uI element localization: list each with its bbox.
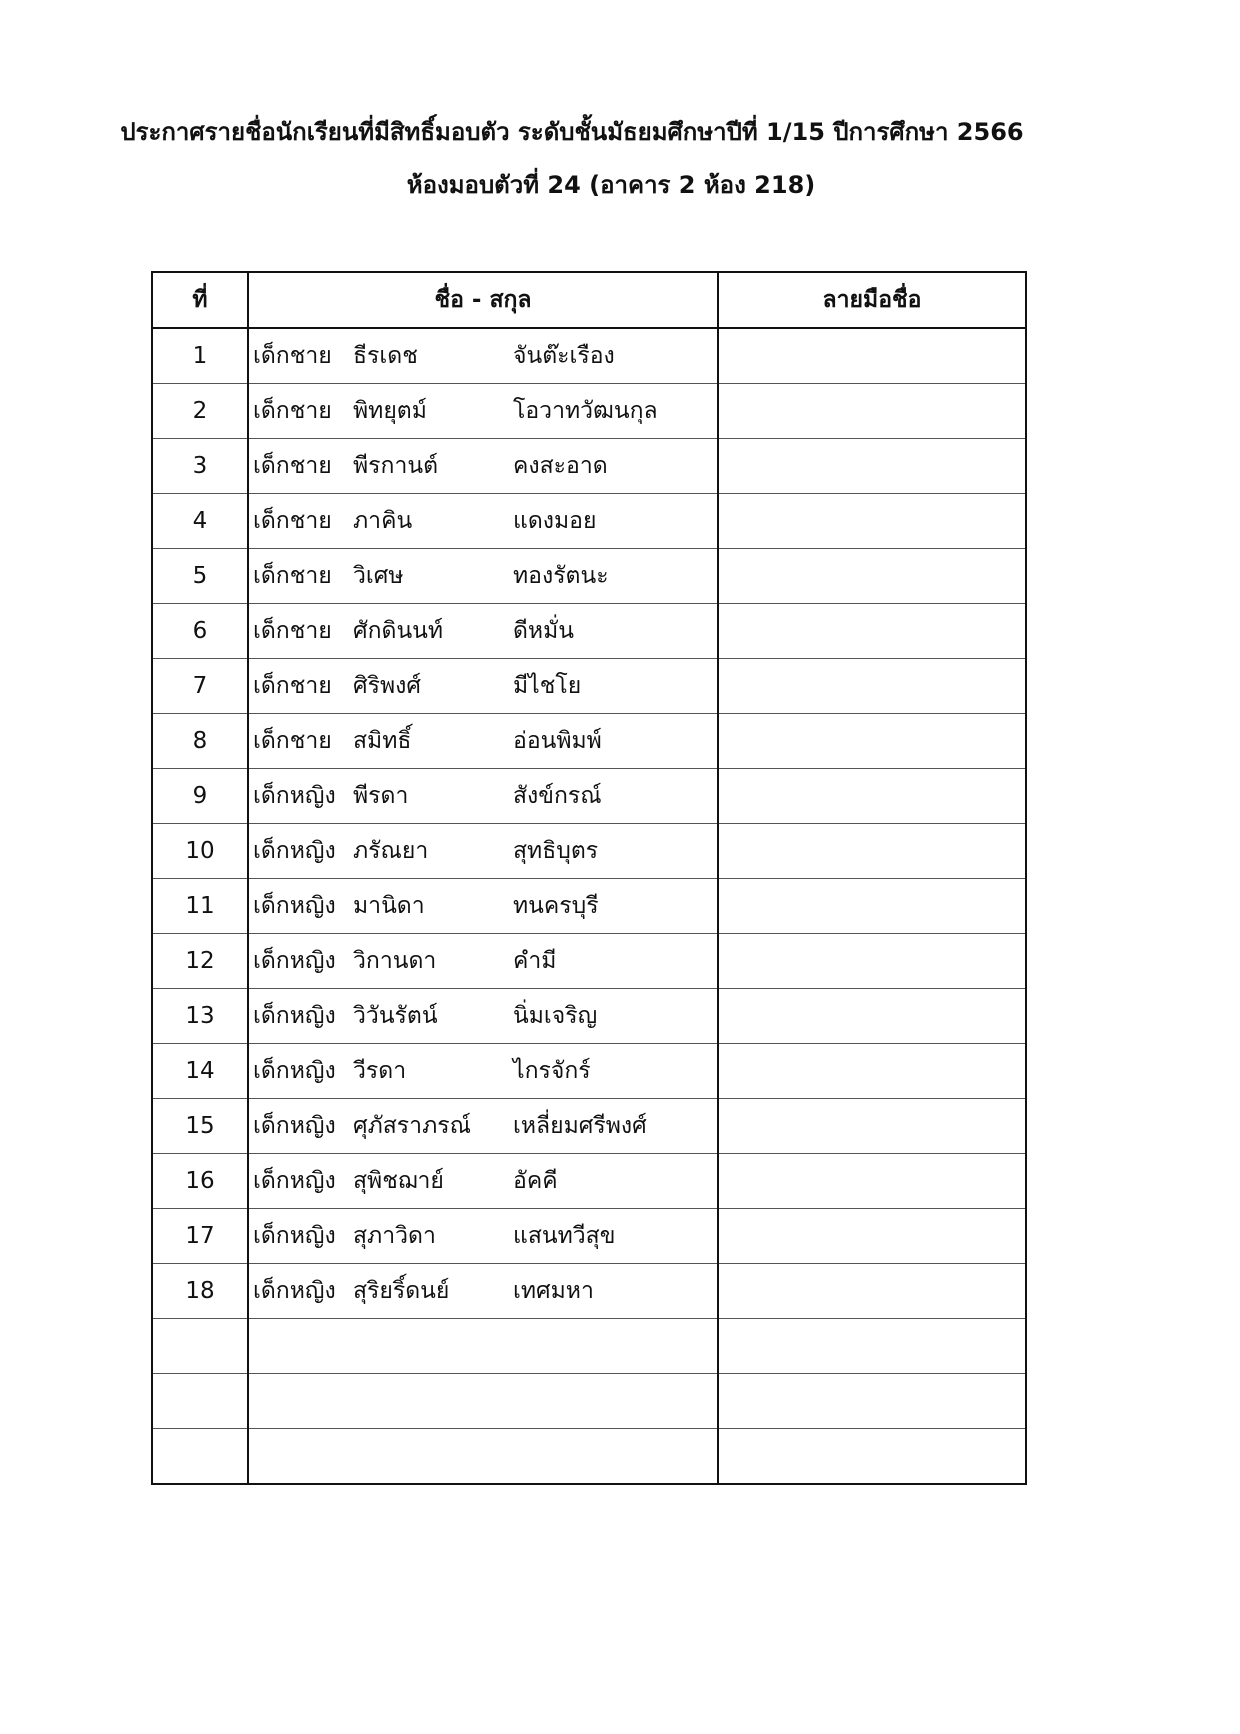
name-prefix: เด็กชาย (253, 618, 332, 644)
table-body (152, 328, 1026, 1484)
row-number: 2 (152, 384, 248, 439)
student-name (249, 1319, 717, 1373)
student-name (249, 1099, 717, 1153)
row-number: 7 (152, 659, 248, 714)
name-prefix: เด็กชาย (253, 673, 332, 699)
student-name (249, 439, 717, 493)
first-name: ธีรเดช (353, 343, 418, 369)
student-name-cell (248, 714, 718, 769)
signature-cell (718, 934, 1026, 989)
signature-cell (718, 879, 1026, 934)
student-name (249, 1374, 717, 1428)
student-name (249, 989, 717, 1043)
table-row (152, 1374, 1026, 1429)
student-name (249, 824, 717, 878)
student-name (249, 1209, 717, 1263)
row-number: 9 (152, 769, 248, 824)
signature-cell (718, 439, 1026, 494)
first-name: สุริยริ์ดนย์ (353, 1278, 450, 1304)
first-name: ศุภัสราภรณ์ (353, 1113, 471, 1139)
last-name: สุทธิบุตร (513, 838, 599, 864)
student-name-cell (248, 879, 718, 934)
first-name: วิวันรัตน์ (353, 1003, 438, 1029)
document-title: ประกาศรายชื่อนักเรียนที่มีสิทธิ์มอบตัว ระดับชั้นมัธยมศึกษาปีที่ 1/15 ปีการศึกษา 2566 (120, 118, 1024, 146)
student-name-cell (248, 824, 718, 879)
last-name: ทนครบุรี (513, 893, 599, 919)
student-name-cell (248, 1429, 718, 1485)
column-header-number: ที่ (152, 272, 248, 328)
last-name: คำมี (513, 948, 557, 974)
student-roster-table (151, 271, 1027, 1485)
name-prefix: เด็กหญิง (253, 1223, 336, 1249)
column-header-name: ชื่อ - สกุล (248, 272, 718, 328)
table-row (152, 824, 1026, 879)
name-prefix: เด็กหญิง (253, 948, 336, 974)
student-name (249, 769, 717, 823)
signature-cell (718, 769, 1026, 824)
row-number (152, 1374, 248, 1429)
signature-cell (718, 1319, 1026, 1374)
student-name (249, 384, 717, 438)
last-name: ทองรัตนะ (513, 563, 609, 589)
student-name-cell (248, 1209, 718, 1264)
name-prefix: เด็กหญิง (253, 893, 336, 919)
signature-cell (718, 384, 1026, 439)
signature-cell (718, 494, 1026, 549)
table-row (152, 659, 1026, 714)
student-name (249, 329, 717, 383)
first-name: พิทยุตม์ (353, 398, 427, 424)
last-name: ไกรจักร์ (513, 1058, 591, 1084)
row-number: 11 (152, 879, 248, 934)
last-name: อัคคี (513, 1168, 558, 1194)
table-row (152, 1319, 1026, 1374)
student-name-cell (248, 604, 718, 659)
student-name (249, 494, 717, 548)
student-name-cell (248, 1374, 718, 1429)
name-prefix: เด็กหญิง (253, 838, 336, 864)
student-name (249, 604, 717, 658)
signature-cell (718, 549, 1026, 604)
row-number (152, 1429, 248, 1485)
first-name: ศิริพงศ์ (353, 673, 421, 699)
signature-cell (718, 1099, 1026, 1154)
name-prefix: เด็กหญิง (253, 1058, 336, 1084)
signature-cell (718, 328, 1026, 384)
student-name-cell (248, 384, 718, 439)
last-name: สังข์กรณ์ (513, 783, 602, 809)
name-prefix: เด็กชาย (253, 453, 332, 479)
student-name-cell (248, 1264, 718, 1319)
table-row (152, 1209, 1026, 1264)
table-row (152, 714, 1026, 769)
table-row (152, 879, 1026, 934)
student-name-cell (248, 328, 718, 384)
student-name (249, 1264, 717, 1318)
row-number: 6 (152, 604, 248, 659)
first-name: ภาคิน (353, 508, 413, 534)
last-name: อ่อนพิมพ์ (513, 728, 602, 754)
name-prefix: เด็กหญิง (253, 1278, 336, 1304)
student-name (249, 1154, 717, 1208)
column-header-signature: ลายมือชื่อ (718, 272, 1026, 328)
last-name: แสนทวีสุข (513, 1223, 616, 1249)
signature-cell (718, 989, 1026, 1044)
student-name-cell (248, 1044, 718, 1099)
table-row (152, 1044, 1026, 1099)
signature-cell (718, 824, 1026, 879)
name-prefix: เด็กหญิง (253, 1003, 336, 1029)
first-name: มานิดา (353, 893, 425, 919)
signature-cell (718, 1154, 1026, 1209)
student-name (249, 934, 717, 988)
student-name-cell (248, 494, 718, 549)
first-name: สมิทธิ์ (353, 728, 412, 754)
row-number (152, 1319, 248, 1374)
row-number: 13 (152, 989, 248, 1044)
student-name (249, 1429, 717, 1483)
student-name-cell (248, 934, 718, 989)
document-subtitle: ห้องมอบตัวที่ 24 (อาคาร 2 ห้อง 218) (406, 171, 816, 199)
last-name: ดีหมั่น (513, 618, 574, 644)
table-row (152, 384, 1026, 439)
table-row (152, 604, 1026, 659)
signature-cell (718, 1264, 1026, 1319)
signature-cell (718, 604, 1026, 659)
row-number: 10 (152, 824, 248, 879)
table-row (152, 989, 1026, 1044)
first-name: พีรดา (353, 783, 409, 809)
first-name: วีรดา (353, 1058, 407, 1084)
last-name: มีไชโย (513, 673, 582, 699)
signature-cell (718, 1044, 1026, 1099)
row-number: 1 (152, 328, 248, 384)
table-row (152, 494, 1026, 549)
last-name: นิ่มเจริญ (513, 1003, 598, 1029)
table-row (152, 1429, 1026, 1485)
first-name: วิกานดา (353, 948, 437, 974)
student-name-cell (248, 769, 718, 824)
table-row (152, 328, 1026, 384)
name-prefix: เด็กหญิง (253, 1168, 336, 1194)
row-number: 15 (152, 1099, 248, 1154)
first-name: สุภาวิดา (353, 1223, 436, 1249)
student-name-cell (248, 659, 718, 714)
first-name: พีรกานต์ (353, 453, 439, 479)
name-prefix: เด็กชาย (253, 508, 332, 534)
student-name-cell (248, 989, 718, 1044)
table-row (152, 1264, 1026, 1319)
table-header-row (152, 272, 1026, 328)
table-row (152, 439, 1026, 494)
signature-cell (718, 714, 1026, 769)
last-name: จันต๊ะเรือง (513, 343, 615, 369)
student-name (249, 659, 717, 713)
row-number: 12 (152, 934, 248, 989)
student-name (249, 549, 717, 603)
student-name-cell (248, 1319, 718, 1374)
student-name (249, 714, 717, 768)
row-number: 4 (152, 494, 248, 549)
row-number: 8 (152, 714, 248, 769)
row-number: 5 (152, 549, 248, 604)
first-name: ภรัณยา (353, 838, 429, 864)
last-name: เหลี่ยมศรีพงศ์ (513, 1113, 647, 1139)
last-name: โอวาทวัฒนกุล (513, 398, 658, 424)
first-name: ศักดินนท์ (353, 618, 444, 644)
name-prefix: เด็กชาย (253, 343, 332, 369)
student-name-cell (248, 1099, 718, 1154)
table-row (152, 769, 1026, 824)
name-prefix: เด็กชาย (253, 728, 332, 754)
signature-cell (718, 659, 1026, 714)
student-name (249, 1044, 717, 1098)
table-row (152, 934, 1026, 989)
table-row (152, 549, 1026, 604)
first-name: วิเศษ (353, 563, 404, 589)
table-row (152, 1154, 1026, 1209)
name-prefix: เด็กหญิง (253, 1113, 336, 1139)
signature-cell (718, 1429, 1026, 1485)
row-number: 3 (152, 439, 248, 494)
row-number: 17 (152, 1209, 248, 1264)
signature-cell (718, 1209, 1026, 1264)
name-prefix: เด็กชาย (253, 563, 332, 589)
row-number: 16 (152, 1154, 248, 1209)
student-name-cell (248, 1154, 718, 1209)
table-row (152, 1099, 1026, 1154)
name-prefix: เด็กชาย (253, 398, 332, 424)
first-name: สุพิชฌาย์ (353, 1168, 444, 1194)
signature-cell (718, 1374, 1026, 1429)
student-name-cell (248, 549, 718, 604)
last-name: เทศมหา (513, 1278, 594, 1304)
row-number: 14 (152, 1044, 248, 1099)
name-prefix: เด็กหญิง (253, 783, 336, 809)
last-name: แดงมอย (513, 508, 597, 534)
last-name: คงสะอาด (513, 453, 608, 479)
row-number: 18 (152, 1264, 248, 1319)
student-name (249, 879, 717, 933)
student-name-cell (248, 439, 718, 494)
